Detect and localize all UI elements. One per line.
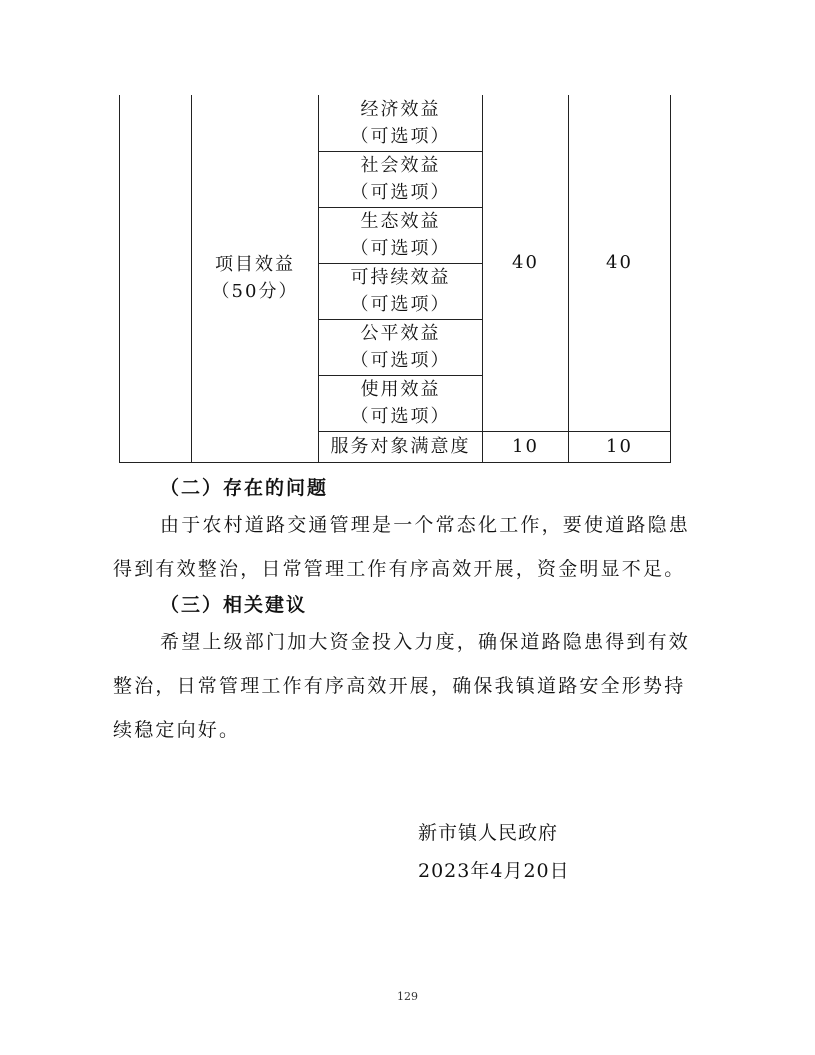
benefit-note: （可选项） — [350, 182, 451, 203]
benefit-cell — [319, 263, 483, 319]
satisfaction-label: 服务对象满意度 — [319, 431, 483, 462]
benefit-cell — [319, 319, 483, 375]
benefit-note: （可选项） — [350, 406, 451, 427]
benefit-note: （可选项） — [350, 125, 451, 147]
satisfaction-value-a: 10 — [483, 431, 569, 462]
problems-paragraph: 由于农村道路交通管理是一个常态化工作，要使道路隐患得到有效整治，日常管理工作有序高效开展，资金明显不足。 — [113, 514, 691, 580]
benefits-value-a: 40 — [483, 95, 569, 431]
benefit-name: 可持续效益 — [350, 267, 451, 288]
suggestions-paragraph: 希望上级部门加大资金投入力度，确保道路隐患得到有效整治，日常管理工作有序高效开展，确保我镇道路安全形势持续稳定向好。 — [113, 631, 691, 741]
benefit-name: 社会效益 — [360, 155, 441, 176]
section-title-problems: （二）存在的问题 — [160, 477, 329, 499]
evaluation-table — [119, 95, 671, 463]
benefits-value-b: 40 — [569, 95, 671, 431]
benefit-cell — [319, 375, 483, 431]
page-number: 129 — [397, 990, 418, 1003]
category-label: 项目效益 — [215, 254, 295, 276]
benefit-name: 公平效益 — [360, 323, 441, 344]
category-cell — [192, 95, 319, 462]
benefit-note: （可选项） — [350, 294, 451, 315]
section-title-suggestions: （三）相关建议 — [160, 594, 308, 616]
benefit-note: （可选项） — [350, 350, 451, 371]
table-blank-cell — [120, 95, 192, 462]
satisfaction-value-b: 10 — [569, 431, 671, 462]
category-score: （50分） — [211, 281, 299, 303]
benefit-name: 使用效益 — [360, 379, 441, 400]
benefit-cell — [319, 95, 483, 151]
benefit-name: 生态效益 — [360, 211, 441, 232]
signature-org: 新市镇人民政府 — [418, 822, 559, 844]
benefit-note: （可选项） — [350, 238, 451, 259]
benefit-cell — [319, 207, 483, 263]
signature-date: 2023年4月20日 — [418, 860, 570, 882]
benefit-cell — [319, 151, 483, 207]
benefit-name: 经济效益 — [360, 98, 441, 120]
